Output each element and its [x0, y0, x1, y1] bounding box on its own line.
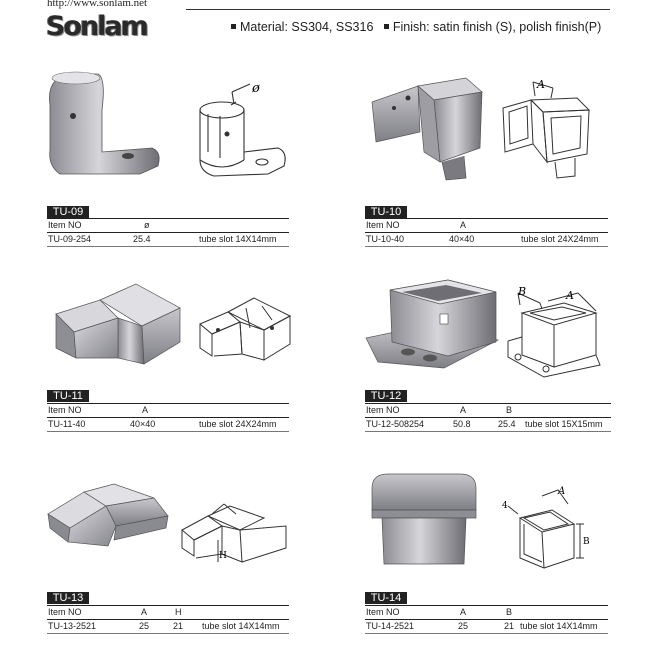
- table-cell: 25: [458, 621, 469, 631]
- table-cell: B: [506, 607, 513, 617]
- table-header-row: [365, 403, 611, 417]
- table-cell: Item NO: [366, 220, 400, 230]
- tu-10-photo: [368, 70, 488, 182]
- table-cell: TU-13-2521: [48, 621, 97, 631]
- a-dimension-label: A: [566, 289, 574, 302]
- tu-14-badge: TU-14: [365, 592, 407, 604]
- table-cell: H: [175, 607, 182, 617]
- table-cell: 50.8: [453, 419, 471, 429]
- table-cell: B: [506, 405, 513, 415]
- table-cell: Item NO: [366, 405, 400, 415]
- tu-11-drawing: [196, 290, 300, 368]
- table-cell: tube slot 14X14mm: [202, 621, 280, 631]
- tu-13-table: [47, 605, 289, 634]
- table-cell: A: [460, 405, 467, 415]
- table-cell: Item NO: [366, 607, 400, 617]
- table-cell: Item NO: [48, 607, 82, 617]
- tu-12-photo: [364, 276, 500, 372]
- table-header-row: [365, 605, 608, 619]
- table-row: [47, 232, 289, 247]
- tu-10-table: [365, 218, 608, 247]
- table-cell: 40×40: [449, 234, 475, 244]
- tu-14-table: [365, 605, 608, 634]
- website-url[interactable]: http://www.sonlam.net: [47, 0, 148, 9]
- tu-11-badge: TU-11: [47, 390, 89, 402]
- table-cell: 21: [173, 621, 184, 631]
- table-row: [365, 417, 611, 432]
- table-cell: 21: [504, 621, 515, 631]
- tu-13-drawing: [178, 500, 294, 570]
- table-header-row: [47, 218, 289, 232]
- tu-10-drawing: [493, 78, 603, 188]
- material-text: Material: SS304, SS316: [240, 20, 374, 34]
- table-cell: TU-10-40: [366, 234, 405, 244]
- table-cell: TU-09-254: [48, 234, 92, 244]
- table-cell: tube slot 15X15mm: [525, 419, 603, 429]
- table-cell: tube slot 14X14mm: [520, 621, 598, 631]
- a-dimension-label: A: [558, 486, 566, 497]
- material-info: [231, 20, 601, 34]
- bullet-icon: [231, 24, 236, 29]
- table-cell: 40×40: [130, 419, 156, 429]
- table-header-row: [47, 605, 289, 619]
- table-cell: A: [141, 607, 148, 617]
- b-dimension-label: B: [583, 537, 590, 547]
- bullet-icon: [384, 24, 389, 29]
- table-cell: 25.4: [133, 234, 151, 244]
- table-cell: TU-14-2521: [366, 621, 415, 631]
- tu-11-photo: [48, 278, 186, 370]
- table-cell: A: [460, 607, 467, 617]
- table-row: [47, 417, 289, 432]
- phi-dimension-label: ø: [252, 81, 260, 96]
- a-dimension-label: A: [537, 78, 545, 91]
- table-cell: tube slot 24X24mm: [199, 419, 277, 429]
- tu-09-drawing: [190, 78, 300, 193]
- header-rule: [186, 9, 610, 10]
- table-row: [365, 232, 608, 247]
- tu-11-table: [47, 403, 289, 432]
- tu-13-badge: TU-13: [47, 592, 89, 604]
- table-cell: TU-11-40: [48, 419, 86, 429]
- tu-12-table: [365, 403, 611, 432]
- table-cell: A: [142, 405, 149, 415]
- tu-10-badge: TU-10: [365, 206, 407, 218]
- table-cell: A: [460, 220, 467, 230]
- tu-12-badge: TU-12: [365, 390, 407, 402]
- table-row: [47, 619, 289, 634]
- table-cell: 25.4: [498, 419, 516, 429]
- tu-14-photo: [366, 468, 482, 572]
- b-dimension-label: B: [518, 285, 527, 298]
- table-cell: 25: [139, 621, 150, 631]
- tu-13-photo: [44, 480, 172, 550]
- table-cell: Item NO: [48, 220, 82, 230]
- table-row: [365, 619, 608, 634]
- table-header-row: [47, 403, 289, 417]
- table-header-row: [365, 218, 608, 232]
- table-cell: tube slot 24X24mm: [521, 234, 599, 244]
- h-dimension-label: H: [219, 551, 227, 561]
- brand-logo: Sonlam: [46, 11, 147, 42]
- four-dimension-label: 4: [502, 501, 508, 511]
- table-cell: Item NO: [48, 405, 82, 415]
- tu-09-table: [47, 218, 289, 247]
- tu-12-drawing: [504, 283, 614, 381]
- tu-09-badge: TU-09: [47, 206, 89, 218]
- table-cell: tube slot 14X14mm: [199, 234, 277, 244]
- table-cell: ø: [144, 220, 150, 230]
- tu-09-photo: [40, 70, 165, 180]
- tu-14-drawing: [502, 484, 602, 576]
- table-cell: TU-12-508254: [366, 419, 425, 429]
- finish-text: Finish: satin finish (S), polish finish(P): [392, 20, 602, 34]
